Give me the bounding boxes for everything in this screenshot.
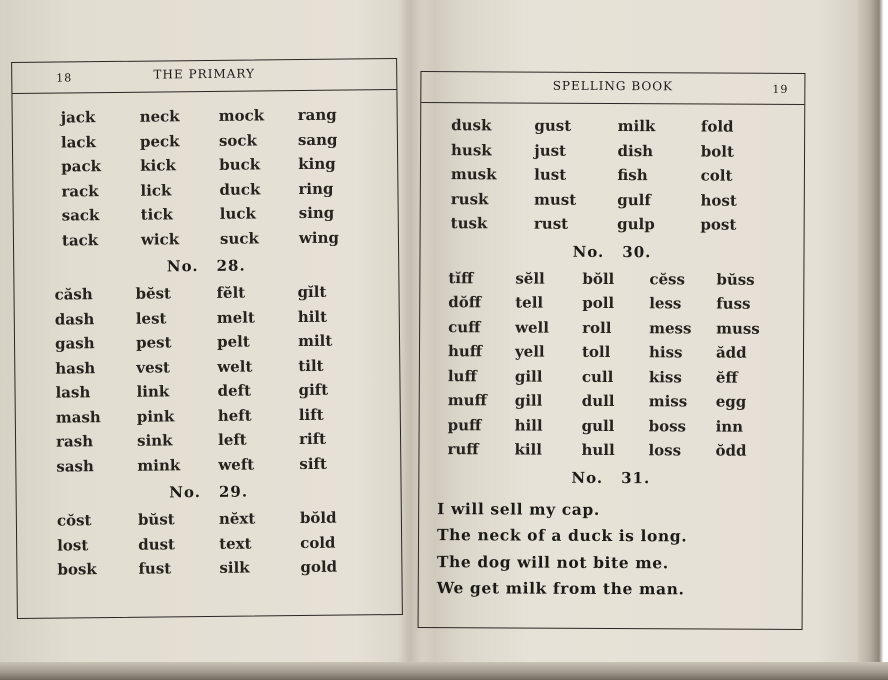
spelling-word: sack <box>61 206 100 225</box>
spelling-word: lest <box>135 308 167 328</box>
spelling-word: sink <box>136 431 173 450</box>
spelling-word: loss <box>648 441 682 460</box>
spelling-word: tilt <box>298 356 324 375</box>
spelling-word: dull <box>581 391 615 411</box>
spelling-word: lust <box>534 165 567 184</box>
spelling-word: roll <box>582 318 612 337</box>
spelling-word: miss <box>648 392 688 411</box>
spelling-word: cĕss <box>649 269 686 288</box>
spelling-word: fold <box>700 117 734 136</box>
spelling-word: silk <box>219 558 250 577</box>
spelling-word: text <box>219 534 252 553</box>
spelling-word: hilt <box>297 307 328 326</box>
spelling-word: gull <box>581 416 615 435</box>
spelling-word: puff <box>447 415 482 434</box>
spelling-word: wick <box>140 229 180 249</box>
spelling-word: dish <box>617 141 654 160</box>
spelling-word: egg <box>715 392 747 411</box>
sentence-line: I will sell my cap. <box>437 498 600 519</box>
spelling-word: heft <box>217 406 252 425</box>
spelling-word: lost <box>57 535 89 555</box>
lesson-28-heading: No. 28. <box>166 256 246 276</box>
spelling-word: gill <box>514 391 543 410</box>
spelling-word: vest <box>136 357 171 377</box>
spelling-word: rang <box>297 105 337 125</box>
spelling-word: suck <box>219 228 259 248</box>
sentence-line: We get milk from the man. <box>436 578 685 599</box>
lesson-31-sentences <box>419 491 803 603</box>
spelling-word: link <box>136 382 170 401</box>
spelling-word: sift <box>299 454 327 473</box>
spelling-word: kill <box>514 440 543 459</box>
spelling-word: rust <box>533 214 569 233</box>
right-page-header <box>421 72 804 105</box>
right-page-number: 19 <box>772 82 789 96</box>
spelling-word: deft <box>217 381 252 400</box>
lesson-28-words <box>14 279 400 479</box>
spelling-word: luff <box>447 366 477 385</box>
spelling-word: rift <box>298 429 327 449</box>
spelling-word: melt <box>216 307 255 327</box>
spelling-word: tusk <box>450 214 488 233</box>
spelling-word: căsh <box>54 285 93 304</box>
spelling-word: weft <box>218 455 255 474</box>
spelling-word: luck <box>219 204 256 223</box>
sentence-line: The neck of a duck is long. <box>436 525 688 546</box>
spelling-word: sing <box>298 203 335 223</box>
spelling-word: ring <box>298 179 334 198</box>
spelling-word: buck <box>219 155 261 174</box>
spelling-word: just <box>534 141 567 160</box>
spelling-word: boss <box>648 416 687 435</box>
spelling-word: neck <box>139 107 180 126</box>
spelling-word: bŏld <box>299 508 337 528</box>
left-word-list-top <box>12 90 398 253</box>
lesson-31-heading: No. 31. <box>571 468 651 487</box>
spelling-word: bŏll <box>582 269 615 288</box>
spelling-word: bosk <box>57 560 97 579</box>
right-word-list-top <box>421 103 805 238</box>
spelling-word: mess <box>649 318 692 337</box>
spelling-word: lack <box>60 132 96 152</box>
page-edge-right <box>858 0 888 680</box>
spelling-word: welt <box>217 357 253 376</box>
right-running-head: SPELLING BOOK <box>552 78 674 94</box>
spelling-word: kick <box>140 156 176 175</box>
spelling-word: dash <box>54 309 95 329</box>
spelling-word: bŭst <box>137 510 175 529</box>
spelling-word: hiss <box>648 343 683 362</box>
spelling-word: milk <box>617 117 656 136</box>
spelling-word: gill <box>514 366 543 386</box>
left-page <box>11 58 403 619</box>
spelling-word: bŭss <box>716 270 755 289</box>
spelling-word: pink <box>136 406 175 426</box>
spelling-word: host <box>700 190 737 210</box>
spelling-word: cuff <box>448 317 481 336</box>
spelling-word: peck <box>139 131 180 151</box>
spelling-word: pack <box>61 157 102 176</box>
left-page-number: 18 <box>56 71 73 85</box>
spelling-word: cull <box>581 367 614 386</box>
spelling-word: tack <box>61 230 99 250</box>
spelling-word: muff <box>447 391 487 410</box>
spelling-word: cŏst <box>56 511 92 530</box>
spelling-word: fish <box>617 166 648 185</box>
spelling-word: bolt <box>700 141 734 161</box>
spelling-word: left <box>217 430 247 449</box>
spelling-word: fuss <box>716 294 751 313</box>
spelling-word: colt <box>700 166 733 185</box>
spelling-word: gĭlt <box>297 282 327 302</box>
spelling-word: ĕff <box>715 368 738 387</box>
left-page-header <box>12 59 396 94</box>
spelling-word: rusk <box>450 189 489 208</box>
spelling-word: wing <box>298 228 340 247</box>
right-page <box>418 71 806 630</box>
page-edge-bottom <box>0 662 888 680</box>
spelling-word: well <box>515 317 550 337</box>
spelling-word: gulf <box>617 190 651 209</box>
spelling-word: rash <box>55 432 94 451</box>
spelling-word: fĕlt <box>216 283 246 302</box>
spelling-word: ŏdd <box>715 441 747 460</box>
spelling-word: poll <box>582 293 615 313</box>
spelling-word: rack <box>61 181 99 201</box>
spelling-word: hull <box>581 440 615 460</box>
spelling-word: dŏff <box>448 293 482 312</box>
spelling-word: tick <box>140 205 173 224</box>
spelling-word: lift <box>298 405 324 424</box>
spelling-word: pelt <box>216 332 250 351</box>
spelling-word: mash <box>55 407 101 427</box>
spelling-word: must <box>533 190 577 209</box>
spelling-word: nĕxt <box>218 509 256 528</box>
spelling-word: dusk <box>451 116 492 135</box>
spelling-word: kiss <box>648 367 682 386</box>
spelling-word: sang <box>297 130 338 149</box>
spelling-word: fust <box>138 559 172 578</box>
spelling-word: sĕll <box>515 268 545 288</box>
spelling-word: toll <box>581 342 611 361</box>
spelling-word: ruff <box>447 440 479 459</box>
spelling-word: lash <box>55 383 91 402</box>
spelling-word: inn <box>715 417 744 436</box>
spelling-word: husk <box>451 140 492 159</box>
spelling-word: gulp <box>617 215 655 234</box>
spelling-word: mink <box>137 455 181 475</box>
spelling-word: jack <box>60 108 96 127</box>
lesson-29-words <box>17 505 402 583</box>
spelling-word: yell <box>514 342 545 361</box>
spelling-word: muss <box>716 319 760 338</box>
spelling-word: gash <box>54 334 95 353</box>
spelling-word: sash <box>56 456 94 476</box>
lesson-30-heading: No. 30. <box>572 242 652 261</box>
spelling-word: hill <box>514 415 543 435</box>
spelling-word: bĕst <box>135 284 172 303</box>
spelling-word: king <box>298 154 336 174</box>
spelling-word: huff <box>447 342 483 361</box>
spelling-word: gift <box>298 380 329 400</box>
left-running-head: THE PRIMARY <box>153 66 256 82</box>
spelling-word: tell <box>515 293 544 312</box>
spelling-word: hash <box>55 358 96 378</box>
spelling-word: pest <box>135 333 172 352</box>
spelling-word: milt <box>297 331 333 351</box>
sentence-line: The dog will not bite me. <box>436 551 669 572</box>
spelling-word: cold <box>300 533 336 552</box>
spelling-word: gold <box>300 557 338 577</box>
spelling-word: tĭff <box>448 268 474 287</box>
spelling-word: dust <box>138 534 176 554</box>
spelling-word: post <box>700 215 737 234</box>
spelling-word: gust <box>534 116 572 135</box>
lesson-29-heading: No. 29. <box>169 482 249 502</box>
lesson-30-words <box>419 265 803 463</box>
spelling-word: mock <box>218 106 265 125</box>
spelling-word: musk <box>450 165 497 184</box>
spelling-word: less <box>649 294 682 313</box>
spelling-word: ădd <box>715 343 747 362</box>
spelling-word: sock <box>218 130 258 150</box>
spelling-word: lick <box>140 180 172 200</box>
spelling-word: duck <box>219 179 261 199</box>
